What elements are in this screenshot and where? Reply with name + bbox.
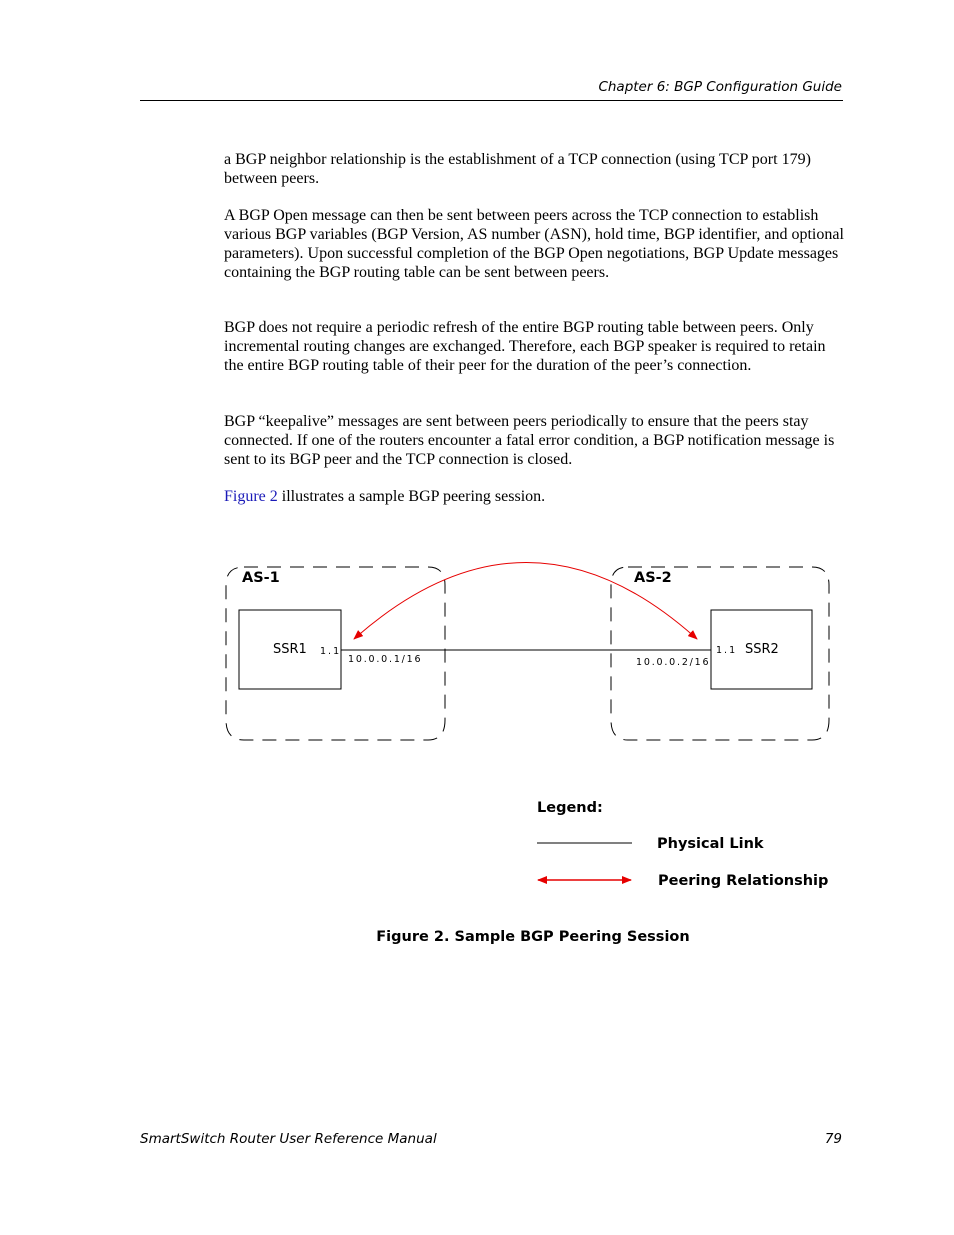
- as1-label: AS-1: [242, 570, 280, 586]
- legend-peering-label: Peering Relationship: [658, 873, 829, 889]
- figure-2-link[interactable]: Figure 2: [224, 488, 278, 505]
- router-ssr1-port: 1.1: [320, 646, 342, 657]
- paragraph-open-message: A BGP Open message can then be sent between peers across the TCP connection to establish various BGP variables (BGP Version, AS number (ASN), hold time, BGP identifier, and optional parameters). Upon successful completion of the BGP Open negotiations, BGP Update messages containing the BGP routing table can be sent between peers.: [224, 207, 844, 281]
- router-ssr2-label: SSR2: [745, 642, 779, 657]
- paragraph-keepalive: BGP “keepalive” messages are sent between peers periodically to ensure that the peers stay connected. If one of the routers encounter a fatal error condition, a BGP notification message is sent to its BGP peer and the TCP connection is closed.: [224, 413, 835, 468]
- router-ssr2-port: 1.1: [716, 645, 738, 656]
- router-ssr1-label: SSR1: [273, 642, 307, 657]
- footer-page-number: 79: [824, 1131, 842, 1147]
- as2-label: AS-2: [634, 570, 672, 586]
- figure-reference-text: illustrates a sample BGP peering session.: [277, 488, 546, 505]
- paragraph-tcp-connection: a BGP neighbor relationship is the establishment of a TCP connection (using TCP port 179) between peers.: [224, 151, 811, 187]
- chapter-header: Chapter 6: BGP Configuration Guide: [598, 79, 842, 95]
- ssr2-ip-address: 10.0.0.2/16: [636, 657, 711, 668]
- paragraph-incremental-updates: BGP does not require a periodic refresh of the entire BGP routing table between peers. Only incremental routing changes are exchanged. Therefore, each BGP speaker is required to retain the entire BGP routing table of their peer for the duration of the peer’s connection.: [224, 319, 826, 374]
- footer-manual-title: SmartSwitch Router User Reference Manual: [140, 1131, 437, 1147]
- ssr1-ip-address: 10.0.0.1/16: [348, 654, 423, 665]
- figure-caption: Figure 2. Sample BGP Peering Session: [376, 929, 690, 945]
- legend-title: Legend:: [537, 800, 603, 816]
- legend-physical-link-label: Physical Link: [657, 836, 764, 852]
